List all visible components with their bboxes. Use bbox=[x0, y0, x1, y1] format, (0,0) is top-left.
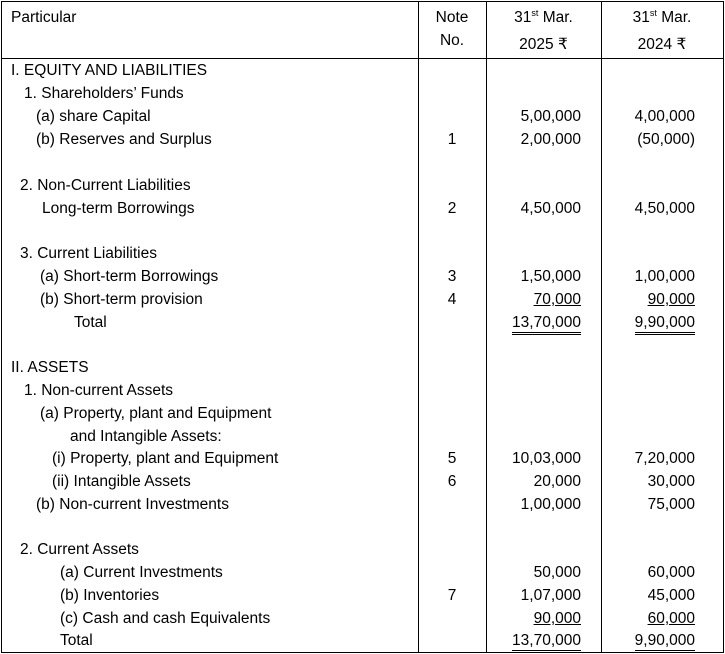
value-2024: 4,00,000 bbox=[634, 108, 695, 125]
value-2024: 90,000 bbox=[647, 291, 695, 308]
total-2024: 9,90,000 bbox=[601, 311, 695, 334]
section-heading: I. EQUITY AND LIABILITIES bbox=[11, 62, 208, 79]
header-2024-year: 2024 ₹ bbox=[637, 36, 687, 53]
group-heading: 2. Non-Current Liabilities bbox=[20, 177, 191, 194]
note-number: 3 bbox=[447, 268, 457, 285]
group-heading: 1. Non-current Assets bbox=[24, 382, 174, 399]
row-label: (i) Property, plant and Equipment bbox=[52, 450, 279, 467]
header-particular: Particular bbox=[11, 9, 77, 26]
row-label: (a) Short-term Borrowings bbox=[40, 268, 219, 285]
group-heading: 3. Current Liabilities bbox=[20, 245, 157, 262]
value-2025: 5,00,000 bbox=[520, 108, 581, 125]
value-2025: 4,50,000 bbox=[520, 200, 581, 217]
group-heading: 2. Current Assets bbox=[20, 541, 139, 558]
row-label: (b) Reserves and Surplus bbox=[36, 131, 212, 148]
value-2024: 30,000 bbox=[647, 473, 695, 490]
value-2025: 50,000 bbox=[533, 564, 581, 581]
note-number: 5 bbox=[447, 450, 457, 467]
header-2024-date: 31st Mar. bbox=[632, 7, 692, 26]
note-number: 7 bbox=[447, 587, 457, 604]
value-2025: 1,50,000 bbox=[520, 268, 581, 285]
group-heading: 1. Shareholders’ Funds bbox=[24, 85, 184, 102]
header-note-line1: Note bbox=[435, 9, 469, 26]
total-label: Total bbox=[74, 314, 107, 331]
value-2025: 20,000 bbox=[533, 473, 581, 490]
row-label: (b) Short-term provision bbox=[40, 291, 203, 308]
header-2025-year: 2025 ₹ bbox=[519, 36, 568, 53]
value-2025: 90,000 bbox=[533, 610, 581, 627]
value-2024: 75,000 bbox=[647, 496, 695, 513]
value-2024: (50,000) bbox=[637, 131, 695, 148]
row-label: (b) Non-current Investments bbox=[36, 496, 229, 513]
row-label: (a) Property, plant and Equipment bbox=[40, 405, 272, 422]
section-heading: II. ASSETS bbox=[11, 359, 89, 376]
header-2025-date: 31st Mar. bbox=[514, 7, 573, 26]
value-2024: 60,000 bbox=[647, 610, 695, 627]
total-2025: 13,70,000 bbox=[486, 311, 581, 334]
value-2025: 10,03,000 bbox=[512, 450, 581, 467]
value-2025: 1,00,000 bbox=[520, 496, 581, 513]
header-note-line2: No. bbox=[439, 32, 465, 49]
row-label: (b) Inventories bbox=[60, 587, 160, 604]
note-number: 4 bbox=[447, 291, 457, 308]
note-number: 6 bbox=[447, 473, 457, 490]
row-label: and Intangible Assets: bbox=[70, 428, 222, 445]
value-2024: 45,000 bbox=[647, 587, 695, 604]
note-number: 1 bbox=[447, 131, 457, 148]
value-2024: 60,000 bbox=[647, 564, 695, 581]
row-label: (a) Current Investments bbox=[60, 564, 223, 581]
row-label: (ii) Intangible Assets bbox=[52, 473, 191, 490]
value-2025: 1,07,000 bbox=[520, 587, 581, 604]
row-label: (a) share Capital bbox=[36, 108, 151, 125]
value-2025: 70,000 bbox=[533, 291, 581, 308]
total-label: Total bbox=[60, 632, 93, 649]
total-2025: 13,70,000 bbox=[486, 629, 581, 652]
note-number: 2 bbox=[447, 200, 457, 217]
row-label: Long-term Borrowings bbox=[42, 200, 195, 217]
row-label: (c) Cash and cash Equivalents bbox=[60, 610, 271, 627]
value-2025: 2,00,000 bbox=[520, 131, 581, 148]
value-2024: 1,00,000 bbox=[634, 268, 695, 285]
value-2024: 4,50,000 bbox=[634, 200, 695, 217]
value-2024: 7,20,000 bbox=[634, 450, 695, 467]
balance-sheet-table bbox=[1, 1, 724, 653]
total-2024: 9,90,000 bbox=[601, 629, 695, 652]
